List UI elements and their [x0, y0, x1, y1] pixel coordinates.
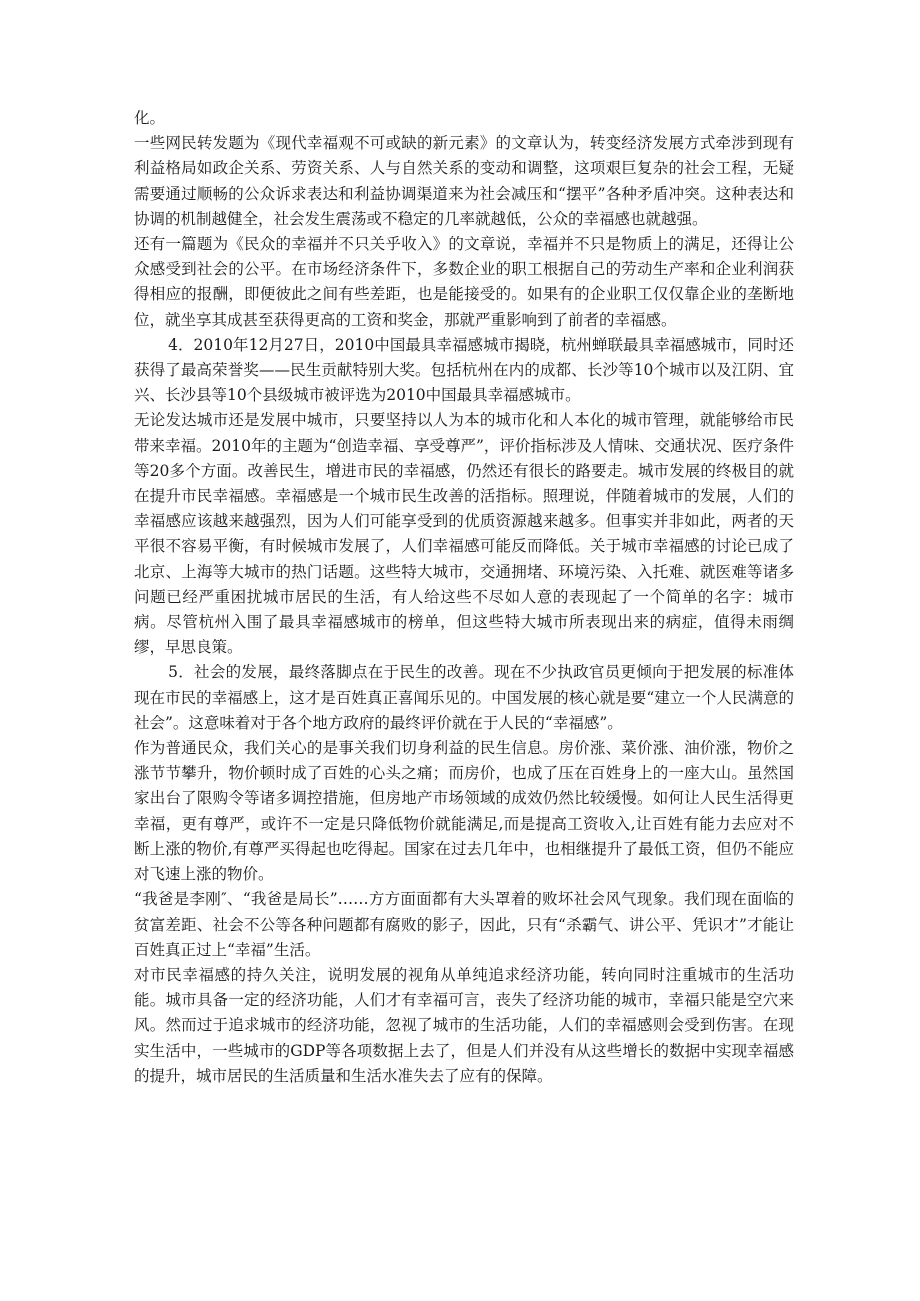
- paragraph-continuation: 化。: [134, 109, 166, 127]
- paragraph-conclusion: 对市民幸福感的持久关注，说明发展的视角从单纯追求经济功能，转向同时注重城市的生活功能。城市具备一定的经济功能，人们才有幸福可言，丧失了经济功能的城市，幸福只能是空穴来风。然而过于追求城市的经济功能，忽视了城市的生活功能，人们的幸福感则会受到伤害。在现实生活中，一些城市的GDP等各项数据上去了，但是人们并没有从这些增长的数据中实现幸福感的提升，城市居民的生活质量和生活水准失去了应有的保障。: [134, 965, 794, 1085]
- paragraph-fairness: 还有一篇题为《民众的幸福并不只关乎收入》的文章说，幸福并不只是物质上的满足，还得让公众感受到社会的公平。在市场经济条件下，多数企业的职工根据自己的劳动生产率和企业利润获得相应的报酬，即便彼此之间有些差距，也是能接受的。如果有的企业职工仅仅靠企业的垄断地位，就坐享其成甚至获得更高的工资和奖金，那就严重影响到了前者的幸福感。: [134, 235, 794, 329]
- paragraph-city-happiness: 无论发达城市还是发展中城市，只要坚持以人为本的城市化和人本化的城市管理，就能够给市民带来幸福。2010年的主题为“创造幸福、享受尊严”，评价指标涉及人情味、交通状况、医疗条件等20多个方面。改善民生，增进市民的幸福感，仍然还有很长的路要走。城市发展的终极目的就在提升市民幸福感。幸福感是一个城市民生改善的活指标。照理说，伴随着城市的发展，人们的幸福感应该越来越强烈，因为人们可能享受到的优质资源越来越多。但事实并非如此，两者的天平很不容易平衡，有时候城市发展了，人们幸福感可能反而降低。关于城市幸福感的讨论已成了北京、上海等大城市的热门话题。这些特大城市，交通拥堵、环境污染、入托难、就医难等诸多问题已经严重困扰城市居民的生活，有人给这些不尽如人意的表现起了一个简单的名字：城市病。尽管杭州入围了最具幸福感城市的榜单，但这些特大城市所表现出来的病症，值得未雨绸缪，早思良策。: [134, 411, 794, 657]
- paragraph-ordinary-people: 作为普通民众，我们关心的是事关我们切身利益的民生信息。房价涨、菜价涨、油价涨，物价之涨节节攀升，物价顿时成了百姓的心头之痛；而房价，也成了压在百姓身上的一座大山。虽然国家出台了限购令等诸多调控措施，但房地产市场领域的成效仍然比较缓慢。如何让人民生活得更幸福，更有尊严，或许不一定是只降低物价就能满足,而是提高工资收入,让百姓有能力去应对不断上涨的物价,有尊严买得起也吃得起。国家在过去几年中，也相继提升了最低工资，但仍不能应对飞速上涨的物价。: [134, 739, 794, 884]
- paragraph-new-elements: 一些网民转发题为《现代幸福观不可或缺的新元素》的文章认为，转变经济发展方式牵涉到现有利益格局如政企关系、劳资关系、人与自然关系的变动和调整，这项艰巨复杂的社会工程，无疑需要通过顺畅的公众诉求表达和利益协调渠道来为社会减压和“摆平”各种矛盾冲突。这种表达和协调的机制越健全，社会发生震荡或不稳定的几率就越低，公众的幸福感也就越强。: [134, 134, 794, 228]
- paragraph-item-5: 5．社会的发展，最终落脚点在于民生的改善。现在不少执政官员更倾向于把发展的标准体现在市民的幸福感上，这才是百姓真正喜闻乐见的。中国发展的核心就是要“建立一个人民满意的社会”。这意味着对于各个地方政府的最终评价就在于人民的“幸福感”。: [134, 663, 794, 732]
- paragraph-item-4: 4．2010年12月27日，2010中国最具幸福感城市揭晓，杭州蝉联最具幸福感城市，同时还获得了最高荣誉奖——民生贡献特别大奖。包括杭州在内的成都、长沙等10个城市以及江阴、宜兴、长沙县等10个县级城市被评选为2010中国最具幸福感城市。: [134, 335, 794, 405]
- paragraph-corruption: “我爸是李刚″、“我爸是局长”……方方面面都有大头罩着的败坏社会风气现象。我们现在面临的贫富差距、社会不公等各种问题都有腐败的影子，因此，只有“杀霸气、讲公平、凭识才”才能让百姓真正过上“幸福”生活。: [134, 890, 794, 959]
- document-body: [134, 106, 794, 1089]
